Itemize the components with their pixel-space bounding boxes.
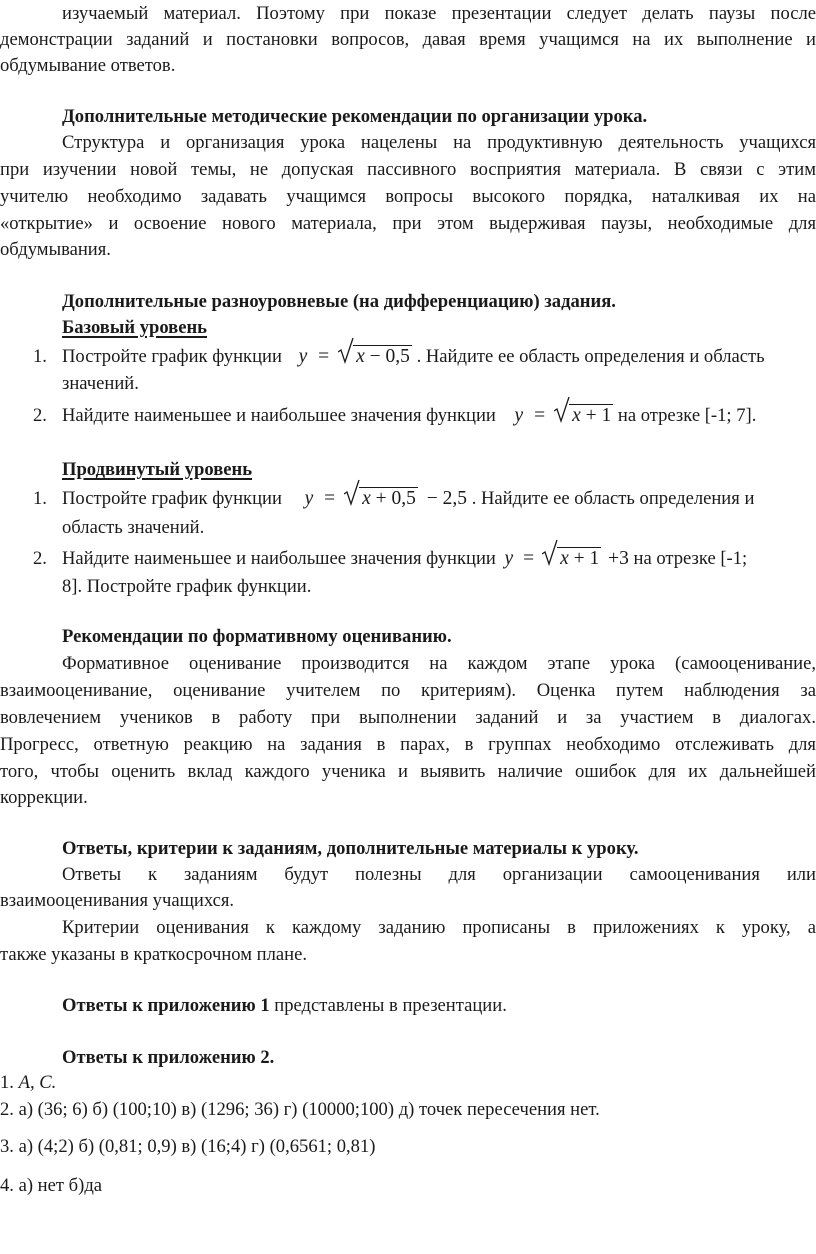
task-text-post: на отрезке [-1; 7].: [617, 405, 757, 426]
formative-line-1: Формативное оценивание производится на каждом этапе урока (самооценивание,: [62, 653, 816, 674]
appendix-2-answer-2: 2. а) (36; 6) б) (100;10) в) (1296; 36) г) (10000;100) д) точек пересечения нет.: [0, 1099, 600, 1120]
answers-line-3: Критерии оценивания к каждому заданию прописаны в приложениях к уроку, а: [62, 917, 816, 938]
task-number: 2.: [33, 405, 47, 426]
task-text: Найдите наименьшее и наибольшее значения функции: [62, 405, 496, 426]
task-number: 1.: [33, 346, 47, 367]
basic-task-1-cont: значений.: [62, 373, 139, 394]
answers-line-1: Ответы к заданиям будут полезны для организации самооценивания или: [62, 864, 816, 885]
formative-line-4: Прогресс, ответную реакцию на задания в парах, в группах необходимо отслеживать для: [0, 734, 816, 755]
formative-line-3: вовлечением учеников в работу при выполнении заданий и за участием в диалогах.: [0, 707, 816, 728]
task-number: 1.: [33, 488, 47, 509]
method-line-4: «открытие» и освоение нового материала, при этом выдерживая паузы, необходимые для: [0, 213, 816, 234]
formula-sqrt-x-plus-1-plus-3: y = x + 1 +3: [505, 545, 629, 572]
method-line-5: обдумывания.: [0, 239, 111, 260]
appendix-1-label: Ответы к приложению 1: [62, 995, 270, 1016]
answer-number: 1.: [0, 1072, 14, 1093]
task-text-post: . Найдите ее область определения и область: [416, 346, 765, 367]
tasks-heading: Дополнительные разноуровневые (на дифференциацию) задания.: [62, 291, 616, 312]
method-heading: Дополнительные методические рекомендации по организации урока.: [62, 106, 648, 127]
task-text: Найдите наименьшее и наибольшее значения функции: [62, 548, 496, 569]
radical-sign-icon: [542, 539, 558, 566]
radical-sign-icon: [344, 479, 360, 506]
formula-sqrt-x-plus-1: y = x + 1: [515, 402, 614, 429]
answer-value: A, C.: [18, 1072, 57, 1093]
intro-line-3: обдумывание ответов.: [0, 55, 176, 76]
basic-level-title: Базовый уровень: [62, 317, 208, 338]
formula-sqrt-x-plus-05-minus-25: y = x + 0,5 − 2,5: [305, 485, 467, 512]
appendix-2-heading: Ответы к приложению 2.: [62, 1047, 275, 1068]
intro-line-1: изучаемый материал. Поэтому при показе презентации следует делать паузы после: [62, 3, 816, 24]
advanced-task-1-cont: область значений.: [62, 517, 205, 538]
method-line-1: Структура и организация урока нацелены на продуктивную деятельность учащихся: [62, 132, 816, 153]
method-line-3: учителю необходимо задавать учащимся вопросы высокого порядка, наталкивая их на: [0, 186, 816, 207]
formula-sqrt-x-minus-05: y = x − 0,5: [299, 343, 412, 370]
formative-line-5: того, чтобы оценить вклад каждого ученика и выявить наличие ошибок для их дальнейшей: [0, 761, 816, 782]
task-text: Постройте график функции: [62, 488, 282, 509]
appendix-1-text: представлены в презентации.: [269, 995, 507, 1016]
answers-heading: Ответы, критерии к заданиям, дополнительные материалы к уроку.: [62, 838, 639, 859]
method-line-2: при изучении новой темы, не допуская пассивного восприятия материала. В связи с этим: [0, 159, 816, 180]
appendix-1-line: [62, 992, 816, 1019]
radical-sign-icon: [338, 337, 354, 364]
task-text-post: . Найдите ее область определения и: [471, 488, 755, 509]
formative-line-2: взаимооценивание, оценивание учителем по критериям). Оценка путем наблюдения за: [0, 680, 816, 701]
task-number: 2.: [33, 548, 47, 569]
answers-line-4: также указаны в краткосрочном плане.: [0, 944, 307, 965]
appendix-2-answer-4: 4. а) нет б)да: [0, 1175, 103, 1196]
formative-heading: Рекомендации по формативному оцениванию.: [62, 626, 452, 647]
appendix-2-answer-3: 3. а) (4;2) б) (0,81; 0,9) в) (16;4) г) (0,6561; 0,81): [0, 1136, 376, 1157]
advanced-level-title: Продвинутый уровень: [62, 459, 253, 480]
radical-sign-icon: [554, 396, 570, 423]
intro-line-2: демонстрации заданий и постановки вопросов, давая время учащимся на их выполнение и: [0, 29, 816, 50]
appendix-2-answer-1: [0, 1069, 816, 1096]
task-text-post: на отрезке [-1;: [633, 548, 748, 569]
formative-line-6: коррекции.: [0, 787, 88, 808]
answers-line-2: взаимооценивания учащихся.: [0, 890, 235, 911]
advanced-task-2-cont: 8]. Постройте график функции.: [62, 576, 312, 597]
task-text: Постройте график функции: [62, 346, 282, 367]
